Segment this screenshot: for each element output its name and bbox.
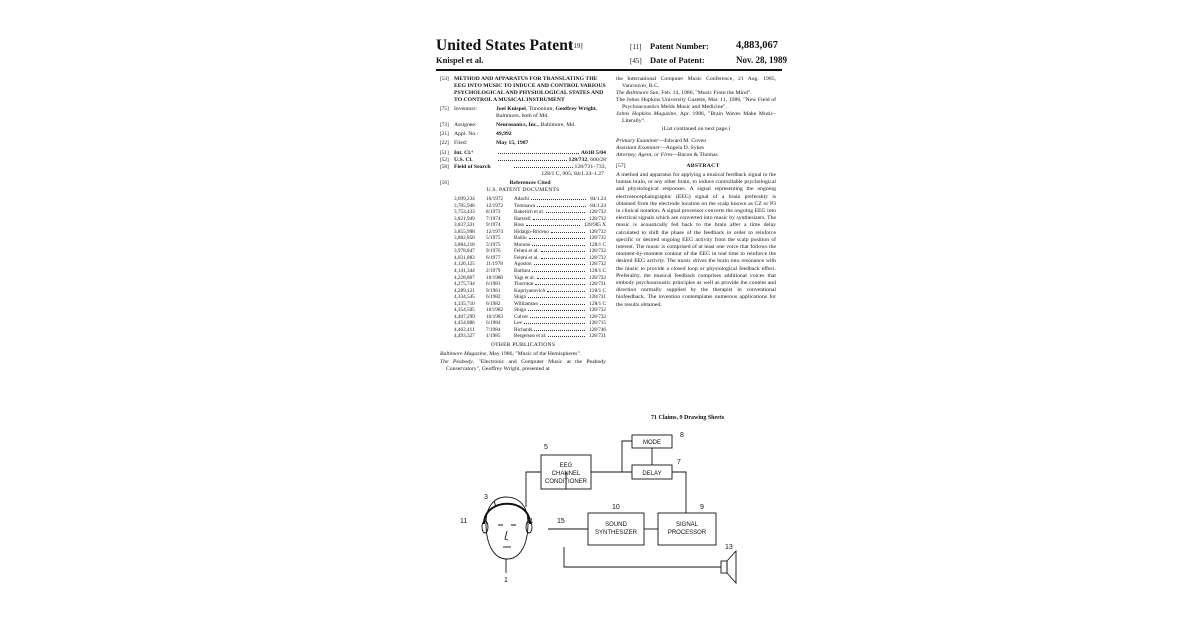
ref-class: 128/905 X (583, 222, 606, 229)
assignee-code: [73] (440, 122, 449, 128)
fos-code: [58] (440, 164, 449, 170)
intcl-code: [51] (440, 150, 449, 156)
ref-number: 3,978,847 (454, 248, 475, 255)
pub-detail: , Feb. 14, 1986, "Music From the Mind". (658, 90, 752, 96)
refs-code: [56] (440, 180, 449, 186)
inventor-1: Joel Knispel (496, 106, 526, 112)
leader-dots (537, 203, 586, 207)
ref-numeral: 7 (677, 459, 681, 466)
ref-class: 128/732 (588, 228, 606, 235)
ref-date: 2/1979 (486, 268, 501, 275)
inventors-entry (440, 106, 606, 120)
inventors-label: Inventors: (454, 106, 478, 112)
ref-date: 6/1984 (486, 320, 501, 327)
leader-dots (541, 255, 585, 259)
pub-entry (616, 90, 776, 97)
ref-date: 9/1981 (486, 287, 501, 294)
pub-source: Baltimore Magazine (440, 351, 487, 358)
ref-numeral: 11 (460, 518, 468, 525)
ref-number: 4,407,299 (454, 313, 475, 320)
title-code: [54] (440, 76, 449, 82)
uscl-value-main: 128/732 (568, 157, 588, 163)
ref-class: 128/1 C (589, 287, 606, 294)
leader-dots (541, 248, 585, 252)
pub-entry (440, 351, 606, 358)
ref-numeral: 5 (544, 444, 548, 451)
patent-drawing (436, 427, 784, 624)
speaker-body (721, 561, 727, 573)
abstract-heading-row (616, 163, 776, 170)
attorney-name: —Bacon & Thomas (671, 152, 718, 158)
leader-dots (532, 268, 585, 272)
appl-entry (440, 131, 606, 138)
ref-number: 4,354,505 (454, 307, 475, 314)
ref-class: 128/732 (588, 248, 606, 255)
ref-class: 128/732 (588, 261, 606, 268)
ref-name: Yagi et al. (514, 274, 535, 281)
ref-class: 128/732 (588, 313, 606, 320)
leader-dots (498, 150, 579, 154)
fos-label: Field of Search (454, 164, 491, 170)
ref-class: 128/746 (588, 326, 606, 333)
ref-name: Richards (514, 326, 533, 333)
leader-dots (548, 333, 585, 337)
row-indent (440, 333, 454, 340)
ref-numeral: 8 (680, 432, 684, 439)
ref-numeral: 13 (725, 544, 733, 551)
ref-number: 3,882,850 (454, 235, 475, 242)
delay-to-processor-line (672, 472, 686, 513)
assignee-entry (440, 122, 606, 129)
date-code: [45] (630, 57, 642, 65)
ref-number: 4,275,744 (454, 281, 475, 288)
ref-class: 128/732 (588, 209, 606, 216)
ref-class: 84/1.24 (590, 202, 606, 209)
uscl-entry (440, 157, 606, 164)
leader-dots (533, 216, 585, 220)
leader-dots (531, 196, 586, 200)
conditioner-label: CONDITIONER (545, 479, 587, 485)
leader-dots (528, 294, 585, 298)
ref-class: 84/1.24 (590, 196, 606, 202)
ref-name: Thornton (514, 281, 534, 288)
abstract-code: [57] (616, 163, 626, 169)
ref-date: 12/1972 (486, 202, 504, 209)
ref-name: Williamson (514, 300, 538, 307)
attorney (616, 152, 776, 159)
electrode-to-conditioner-line (526, 472, 541, 507)
ref-date: 10/1980 (486, 274, 504, 281)
date-label: Date of Patent: (650, 55, 705, 65)
ref-numeral: 3 (484, 494, 488, 501)
ref-name: Shiga (514, 294, 526, 301)
ref-class: 128/732 (588, 254, 606, 261)
leader-dots (529, 235, 585, 239)
delay-label: DELAY (642, 471, 662, 477)
ref-date: 10/1972 (486, 196, 504, 202)
ref-date: 10/1983 (486, 313, 504, 320)
sound-synth-box (588, 513, 644, 545)
assistant-examiner-name: —Angela D. Sykes (660, 145, 705, 151)
assignee-place: , Baltimore, Md. (537, 122, 576, 128)
ref-class: 128/731 (588, 333, 606, 340)
headphone-band (484, 504, 530, 524)
appl-value: 49,992 (496, 131, 512, 137)
ref-name: Fehmi et al. (514, 254, 539, 261)
ref-name: Adachi (514, 196, 529, 202)
ref-name: Barbara (514, 268, 531, 275)
synth-to-speaker-line (564, 547, 721, 567)
ref-number: 4,141,344 (454, 268, 475, 275)
signal-label: SIGNAL (675, 522, 699, 528)
leader-dots (546, 209, 585, 213)
synthesizer-label: SYNTHESIZER (594, 530, 638, 536)
leader-dots (547, 288, 585, 292)
ref-numeral: 9 (700, 504, 704, 511)
title-entry (440, 76, 606, 104)
ref-date: 6/1977 (486, 254, 501, 261)
leader-dots (534, 261, 585, 265)
patent-number: 4,883,067 (736, 40, 778, 51)
patent-header-title: United States Patent (436, 37, 574, 54)
ref-number: 3,855,998 (454, 228, 475, 235)
ref-name: Monroe (514, 241, 531, 248)
ref-class: 128/1 C (589, 241, 606, 248)
abstract-text: A method and apparatus for applying a musical feedback signal to the human brain, or any other brain, to induce controllable psychological and physiological responses. A signal representing the ongoing electroencephalographic (EEG) signal of a brain preferably is obtained from the electrode location on the scalp known as CZ or P3 in clinical notation. A signal processor converts the ongoing EEG into electrical signals which are converted into music by synthesizers. The music is acoustically fed back to the brain after a time delay calculated to shift the phase of the feedback in order to reinforce specific or desired ongoing EEG activity from the scalp position of interest. The music is comprised of at least one voice that follows the moment-by-moment contour of the EEG in real time to reinforce the desired EEG activity. The music drives the brain into resonance with the music to provide a closed loop or physiological feedback effect. Preferably, the musical feedback comprises additional voices that embody psychoacoustic principles as well as provide the content and direction normally supplied by the therapist in conventional biofeedback. The invention contemplates numerous applications for the results obtained. (616, 172, 776, 308)
pub-source: Johns Hopkins Magazine (616, 111, 677, 117)
patent-number-code: [11] (630, 43, 642, 51)
ref-date: 9/1976 (486, 248, 501, 255)
ref-name: Ross (514, 222, 525, 229)
leader-dots (498, 157, 567, 161)
ref-name: Bergelson et al. (514, 333, 547, 340)
ref-name: Hidalgo-Briceno (514, 228, 549, 235)
leader-dots (526, 222, 580, 226)
uscl-label: U.S. Cl. (454, 157, 473, 163)
ref-number: 3,699,234 (454, 196, 475, 202)
header-rule (436, 69, 782, 71)
reference-list (440, 196, 606, 340)
leader-dots (530, 314, 585, 318)
pub-detail: , "Electronic and Computer Music at the Peabody Conservatory", Geoffrey Wright, presented at (446, 359, 606, 373)
ref-name: Shiga (514, 307, 526, 314)
inventors-value (496, 106, 606, 120)
ref-class: 128/731 (588, 281, 606, 288)
pub-source: The Peabody (440, 359, 473, 366)
ref-class: 128/732 (588, 274, 606, 281)
leader-dots (514, 164, 573, 168)
channel-label: CHANNEL (551, 471, 581, 477)
uscl-code: [52] (440, 157, 449, 163)
ref-class: 128/732 (588, 215, 606, 222)
primary-examiner-name: —Edward M. Coven (658, 138, 707, 144)
ref-class: 128/1 C (589, 268, 606, 275)
patent-header-code: [19] (571, 42, 583, 50)
ref-number: 4,031,883 (454, 254, 475, 261)
mode-label: MODE (643, 440, 661, 446)
ref-number: 4,493,327 (454, 333, 475, 340)
head-outline (486, 497, 528, 559)
ref-class: 128/732 (588, 235, 606, 242)
ref-number: 4,334,545 (454, 294, 475, 301)
pub-entry (440, 359, 606, 373)
ref-number: 3,705,948 (454, 202, 475, 209)
ref-class: 128/1 C (589, 300, 606, 307)
ref-number: 3,821,949 (454, 215, 475, 222)
ref-date: 8/1973 (486, 209, 501, 216)
ref-date: 9/1974 (486, 222, 501, 229)
list-continued-note: (List continued on next page.) (661, 126, 731, 132)
leader-dots (532, 242, 585, 246)
filed-value: May 15, 1987 (496, 140, 529, 146)
eeg-label: EEG (559, 463, 573, 469)
ref-date: 6/1982 (486, 294, 501, 301)
invention-title: METHOD AND APPARATUS FOR TRANSLATING THE EEG INTO MUSIC TO INDUCE AND CONTROL VARIOUS PSYCHOLOGICAL AND PHYSIOLOGICAL STATES AND TO CONTROL A MUSICAL INSTRUMENT (454, 76, 606, 103)
ref-name: Fehmi et al. (514, 248, 539, 255)
leader-dots (537, 275, 585, 279)
ref-number: 4,289,121 (454, 287, 475, 294)
ref-class: 128/715 (588, 320, 606, 327)
sound-label: SOUND (605, 522, 627, 528)
leader-dots (540, 301, 585, 305)
ref-name: Tomisawa (514, 202, 536, 209)
ref-numeral: 11 (526, 518, 534, 525)
left-column (440, 76, 606, 374)
pub-detail: , Apr. 1986, "Brain Waves Make Music–Literally". (622, 111, 776, 124)
ref-name: Lee (514, 320, 522, 327)
ref-number: 3,753,433 (454, 209, 475, 216)
ref-name: Bakerich et al. (514, 209, 545, 216)
refs-heading: References Cited (509, 180, 551, 186)
leader-dots (551, 229, 585, 233)
inventor-1-place: , Timonium; (525, 106, 556, 112)
inventor-2-place: , Baltimore, both of Md. (496, 106, 598, 119)
ref-date: 5/1975 (486, 235, 501, 242)
inventor-2: Geoffrey Wright (555, 106, 596, 112)
ref-number: 4,454,886 (454, 320, 475, 327)
ref-numeral: 1 (504, 577, 508, 584)
assistant-examiner-label: Assistant Examiner (616, 145, 661, 151)
intcl-entry (440, 150, 606, 157)
ref-date: 10/1982 (486, 307, 504, 314)
refs-entry (440, 180, 606, 187)
ref-class: 128/732 (588, 307, 606, 314)
leader-dots (524, 320, 585, 324)
attorney-label: Attorney, Agent, or Firm (616, 152, 672, 158)
ref-name: Agoston (514, 261, 532, 268)
pub-detail: , May 1986, "Music of the Hemispheres". (486, 351, 582, 358)
appl-label: Appl. No.: (454, 131, 479, 137)
intcl-label: Int. Cl.⁴ (454, 150, 473, 156)
pub-entry: The Johns Hopkins University Gazette, Mar. 11, 1986, "New Field of Psychoacoustics Melds Music and Medicine". (616, 97, 776, 110)
pub-entry: the International Computer Music Conference, 21 Aug. 1985, Vancouver, B.C. (616, 76, 776, 89)
ref-numeral: 15 (557, 518, 565, 525)
assistant-examiner (616, 145, 776, 152)
ref-numeral: 10 (612, 504, 620, 511)
primary-examiner-label: Primary Examiner (616, 138, 659, 144)
ref-name: Kupriyanovich (514, 287, 546, 294)
ref-number: 4,126,125 (454, 261, 475, 268)
ref-date: 1/1985 (486, 333, 501, 340)
patent-page (436, 32, 788, 624)
assignee-label: Assignee: (454, 122, 477, 128)
signal-processor-box (658, 513, 716, 545)
claims-count: 71 Claims, 9 Drawing Sheets (651, 415, 725, 421)
patent-number-label: Patent Number: (650, 41, 709, 51)
ref-date: 6/1981 (486, 281, 501, 288)
uscl-value-row (496, 157, 606, 164)
processor-label: PROCESSOR (667, 530, 707, 536)
ref-date: 6/1982 (486, 300, 501, 307)
inventor-short: Knispel et al. (436, 55, 484, 65)
fos-value-row (496, 164, 606, 171)
appl-code: [21] (440, 131, 449, 137)
other-pubs-heading: OTHER PUBLICATIONS (490, 342, 556, 349)
fos-value-2: 128/1 C, 905; 84/1.24–1.27 (541, 171, 604, 177)
leader-dots (534, 327, 585, 331)
ref-number: 3,884,218 (454, 241, 475, 248)
nose (505, 531, 508, 540)
uscl-value-extra: ; 600/28 (587, 157, 606, 163)
filed-code: [22] (440, 140, 449, 146)
ref-number: 4,228,807 (454, 274, 475, 281)
ref-date: 11/1978 (486, 261, 503, 268)
right-column (616, 76, 776, 309)
ref-name-cell (514, 333, 606, 340)
pub-entry (616, 111, 776, 125)
intcl-value: A61B 5/04 (580, 150, 606, 156)
filed-entry (440, 140, 606, 147)
abstract-heading: ABSTRACT (686, 163, 720, 169)
assignee-name: Neurosonics, Inc. (496, 122, 538, 128)
ref-date: 5/1975 (486, 241, 501, 248)
reference-row (440, 333, 606, 340)
conditioner-to-mode-line (622, 441, 632, 472)
filed-label: Filed: (454, 140, 468, 146)
fos-entry (440, 164, 606, 171)
ref-name: Bailin (514, 235, 527, 242)
ref-number: 3,837,331 (454, 222, 475, 229)
ref-name: Hartzell (514, 215, 531, 222)
leader-dots (535, 281, 585, 285)
ref-date: 12/1974 (486, 228, 504, 235)
ref-date: 7/1974 (486, 215, 501, 222)
speaker-cone (727, 551, 736, 583)
ref-class: 128/731 (588, 294, 606, 301)
inventors-code: [75] (440, 106, 449, 112)
refs-subheading: U.S. PATENT DOCUMENTS (486, 187, 560, 193)
patent-date: Nov. 28, 1989 (736, 55, 788, 65)
leader-dots (528, 307, 585, 311)
assignee-value (496, 122, 606, 129)
pub-source: The Baltimore Sun (616, 90, 659, 96)
ref-number: 4,335,710 (454, 300, 475, 307)
ref-date: 7/1984 (486, 326, 501, 333)
intcl-value-row (496, 150, 606, 157)
primary-examiner (616, 138, 776, 145)
ref-name: Culver (514, 313, 529, 320)
ref-number: 4,462,411 (454, 326, 475, 333)
fos-value-1: 128/731–733, (574, 164, 606, 170)
